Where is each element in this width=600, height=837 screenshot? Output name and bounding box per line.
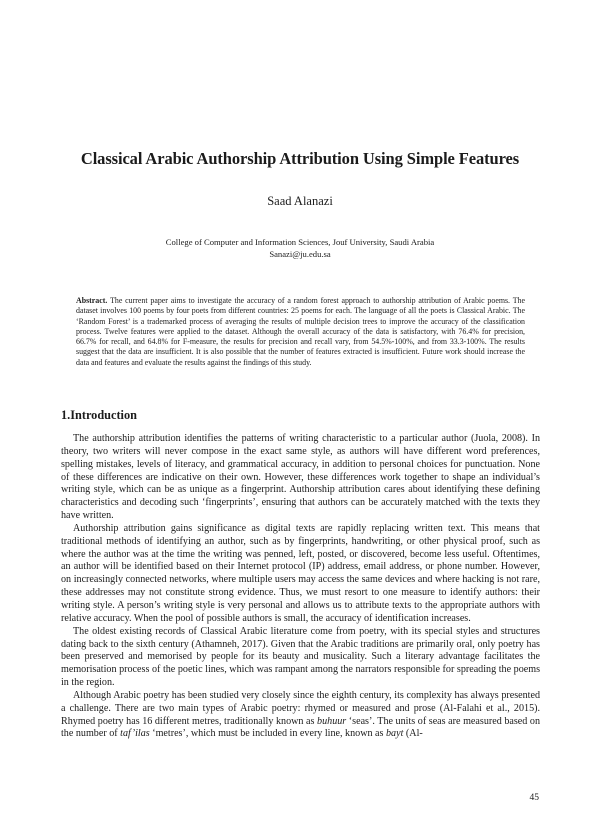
term-buhuur: buhuur — [317, 715, 347, 727]
author-email: Sanazi@ju.edu.sa — [269, 249, 331, 259]
affiliation: College of Computer and Information Sciences, Jouf University, Saudi Arabia — [165, 237, 435, 247]
section-heading-introduction: 1.Introduction — [61, 408, 137, 422]
paragraph-4 — [61, 690, 540, 741]
abstract-label: Abstract. — [76, 296, 108, 305]
page-number: 45 — [529, 793, 539, 803]
author-affiliation-block — [0, 236, 600, 260]
term-tafilas: taf’ilas — [120, 728, 150, 740]
author-name: Saad Alanazi — [267, 194, 333, 208]
paragraph-4-part-b: ‘seas’. The units of seas are measured based on the number of — [61, 715, 540, 740]
introduction-body — [61, 433, 540, 741]
paragraph-1: The authorship attribution identifies the patterns of writing characteristic to a particular author (Juola, 2008). In theory, two writers will never compose in the exact same style, as authors will have different word preferences, spelling mistakes, levels of literacy, and grammatical accuracy, in addition to personal choices for punctuation. None of these differences are indicative on their own. However, these differences work together to shape an individual’s writing style, which can be as unique as a fingerprint. Authorship attribution cares about identifying these defining characteristics and decoding such ‘fingerprints’, ensuring that authors can be accurately matched with the texts they have written. — [61, 433, 540, 522]
abstract-text: The current paper aims to investigate the accuracy of a random forest approach to authorship attribution of Arabic poems. The dataset involves 100 poems by four poets from different countries: 25 poems for each. The language of all the poets is Classical Arabic. The ‘Random Forest’ is a trademarked process of averaging the results of multiple decision trees to improve the accuracy of the classification process. Twelve features were applied to the dataset. Although the overall accuracy of the data is satisfactory, with 76.4% for precision, 66.7% for recall, and 64.8% for F-measure, the results for precision and recall vary, from 54.5%-100%, and from 33.3-100%. The results suggest that the data are insufficient. It is also possible that the number of features extracted is insufficient. Future work should increase the data and features and evaluate the results against the findings of this study. — [76, 296, 525, 367]
abstract — [76, 296, 525, 368]
paper-title: Classical Arabic Authorship Attribution Using Simple Features — [80, 149, 520, 168]
paragraph-3: The oldest existing records of Classical Arabic literature come from poetry, with its special styles and structures dating back to the sixth century (Athamneh, 2017). Given that the Arabic traditions are primarily oral, only poetry has been preserved and memorised by people for its beauty and musicality. Such a literary advantage facilitates the memorisation process of the poetic lines, which was rampant among the narrators responsible for spreading the poems in the region. — [61, 625, 540, 689]
paragraph-4-part-c: ‘metres’, which must be included in every line, known as — [149, 728, 386, 740]
paragraph-2: Authorship attribution gains significance as digital texts are rapidly replacing written text. This means that traditional methods of identifying an author, such as by fingerprints, handwriting, or other physical proof, such as where the author was at the time the writing was penned, left, posted, or discovered, become less useful. Oftentimes, an author will be identified based on their Internet protocol (IP) address, email address, or phone number. However, on increasingly connected networks, where multiple users may access the same devices and where hacking is not rare, these addresses may not constitute strong evidence. Thus, we must resort to one measure to identify authors: their writing style. A person’s writing style is very personal and allows us to attribute texts to the appropriate authors with relative accuracy. When the pool of possible authors is small, the accuracy of identification increases. — [61, 522, 540, 624]
term-bayt: bayt — [386, 728, 404, 740]
paragraph-4-part-a: Although Arabic poetry has been studied very closely since the eighth century, its complexity has always presented a challenge. There are two main types of Arabic poetry: rhymed or measured and prose (Al-Falahi et al., 2015). Rhymed poetry has 16 different metres, traditionally known as — [61, 689, 540, 727]
paragraph-4-part-d: (Al- — [403, 728, 423, 740]
